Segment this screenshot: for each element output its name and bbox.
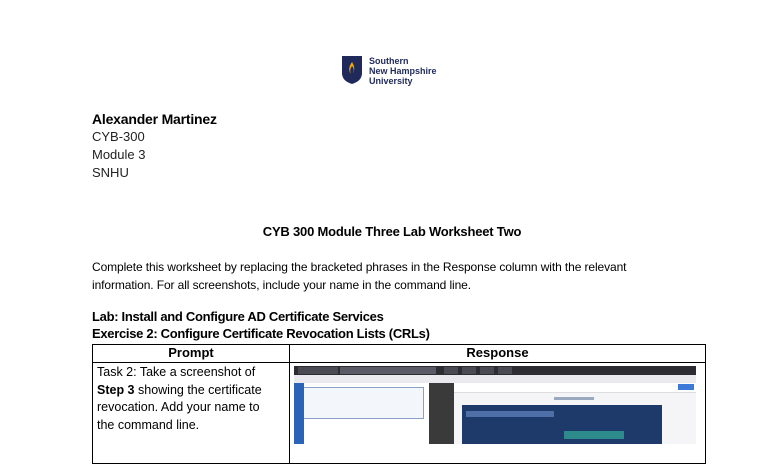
logo-wordmark	[369, 56, 437, 86]
author-name: Alexander Martinez	[92, 111, 217, 127]
response-header: Response	[290, 345, 706, 363]
logo-line-3: University	[369, 76, 413, 86]
logo-line-2: New Hampshire	[369, 66, 437, 76]
prompt-step: Step 3	[97, 382, 135, 397]
exercise-title: Exercise 2: Configure Certificate Revocation Lists (CRLs)	[92, 326, 430, 341]
instructions-line-1: Complete this worksheet by replacing the bracketed phrases in the Response column with the relevant	[92, 260, 627, 274]
shield-icon	[341, 55, 363, 85]
prompt-text-c: revocation. Add your name to	[97, 400, 260, 414]
instructions	[92, 258, 712, 294]
page-title: CYB 300 Module Three Lab Worksheet Two	[262, 224, 522, 239]
screenshot-right-pane	[454, 383, 696, 444]
snhu-logo	[341, 55, 451, 87]
response-cell	[290, 363, 706, 464]
logo-line-1: Southern	[369, 56, 409, 66]
prompt-header: Prompt	[93, 345, 290, 363]
screenshot-address-bar	[294, 375, 696, 383]
school-label: SNHU	[92, 165, 129, 180]
prompt-text-a: Task 2: Take a screenshot of	[97, 365, 256, 379]
lab-title: Lab: Install and Configure AD Certificate Services	[92, 309, 384, 324]
table-row	[93, 363, 706, 464]
screenshot-tab-bar	[294, 366, 696, 375]
instructions-line-2: information. For all screenshots, include your name in the command line.	[92, 278, 471, 292]
prompt-text-b: showing the certificate	[134, 382, 262, 397]
course-code: CYB-300	[92, 129, 145, 144]
prompt-cell	[93, 363, 290, 464]
table-header-row	[93, 345, 706, 363]
module-label: Module 3	[92, 147, 146, 162]
screenshot-left-pane	[294, 383, 429, 444]
worksheet-table	[92, 344, 706, 464]
prompt-text-d: the command line.	[97, 417, 200, 432]
response-screenshot	[294, 366, 696, 444]
